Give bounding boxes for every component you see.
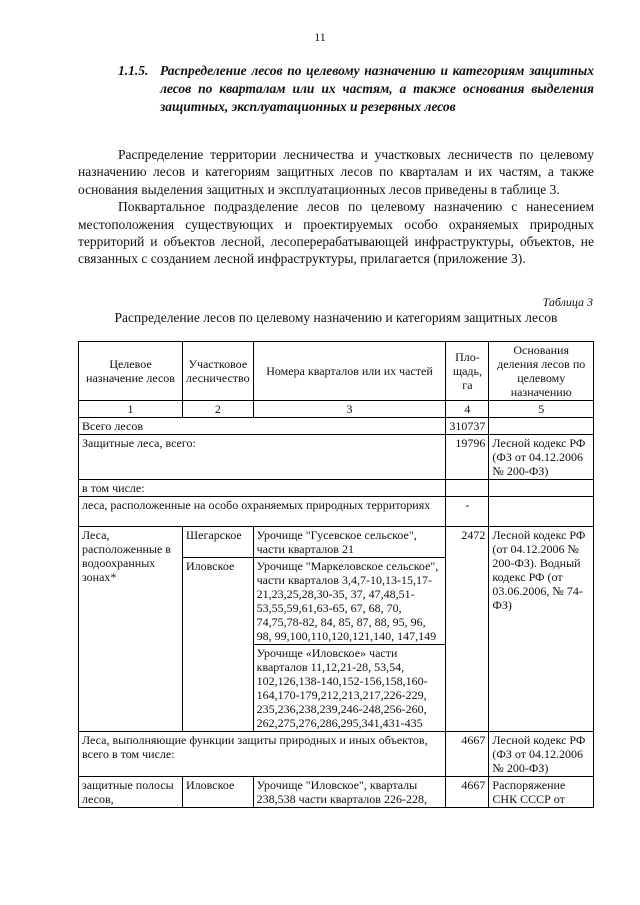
table-row <box>79 777 594 808</box>
row-label-protective: Защитные леса, всего: <box>79 435 446 480</box>
row-quarters-ilovskoe: Урочище «Иловское» части кварталов 11,12,21-28, 53,54, 102,126,138-140,152-156,158,160-164,170-179,212,213,217,226-229, 235,236,238,239,246-248,256-260, 262,275,276,286,295,341,431-435 <box>253 645 446 732</box>
row-area-strips: 4667 <box>446 777 489 808</box>
row-quarters-markelovskoe: Урочище "Маркеловское сельское", части кварталов 3,4,7-10,13-15,17-21,23,25,28,30-35, 37, 47,48,51-53,55,59,61,63-65, 67, 68, 70, 74,75,78-82, 84, 85, 87, 88, 95, 96, 98, 99,100,110,120,121,140, 147,149 <box>253 558 446 645</box>
table-number: Таблица 3 <box>542 295 593 309</box>
table-header-row <box>79 342 594 401</box>
page-number: 11 <box>314 30 326 44</box>
table-row <box>79 418 594 435</box>
col-number: 4 <box>446 401 489 418</box>
header-purpose: Целевое назначение лесов <box>79 342 183 401</box>
row-area-natural: 4667 <box>446 732 489 777</box>
section-number: 1.1.5. <box>118 63 149 78</box>
row-label-water: Леса, расположенные в водоохранных зонах* <box>79 527 183 732</box>
row-label-total: Всего лесов <box>79 418 446 435</box>
section-heading <box>118 62 594 116</box>
header-basis: Основания деления лесов по целевому назначению <box>489 342 594 401</box>
row-label-natural: Леса, выполняющие функции защиты природных и иных объектов, всего в том числе: <box>79 732 446 777</box>
row-basis-water: Лесной кодекс РФ (от 04.12.2006 № 200-ФЗ). Водный кодекс РФ (от 03.06.2006, № 74-ФЗ) <box>489 527 594 732</box>
table-row <box>79 480 594 497</box>
row-forestry-ilovskoe: Иловское <box>183 558 254 732</box>
table-row <box>79 497 594 527</box>
row-basis-strips: Распоряжение СНК СССР от <box>489 777 594 808</box>
row-area-protective: 19796 <box>446 435 489 480</box>
header-quarters: Номера кварталов или их частей <box>253 342 446 401</box>
body-text <box>78 146 594 268</box>
row-label-oopt: леса, расположенные на особо охраняемых природных территориях <box>79 497 446 527</box>
row-label-including: в том числе: <box>79 480 446 497</box>
section-title: Распределение лесов по целевому назначению и категориям защитных лесов по кварталам или их частям, а также основания выделения защитных, эксплуатационных и резервных лесов <box>160 63 594 114</box>
paragraph-1: Распределение территории лесничества и участковых лесничеств по целевому назначению лесов и категориям защитных лесов по кварталам и их частям, а также основания выделения защитных и эксплуатационных лесов приведены в таблице 3. <box>78 147 594 197</box>
col-number: 3 <box>253 401 446 418</box>
row-forestry-strips: Иловское <box>183 777 254 808</box>
table-title: Распределение лесов по целевому назначению и категориям защитных лесов <box>114 310 558 325</box>
table-row <box>79 527 594 558</box>
row-quarters-gusevskoe: Урочище "Гусевское сельское", части кварталов 21 <box>253 527 446 558</box>
row-basis-protective: Лесной кодекс РФ (ФЗ от 04.12.2006 № 200-ФЗ) <box>489 435 594 480</box>
column-numbers-row <box>79 401 594 418</box>
header-forestry: Участковое лесничество <box>183 342 254 401</box>
forest-distribution-table <box>78 341 594 808</box>
row-area-total: 310737 <box>446 418 489 435</box>
row-basis-natural: Лесной кодекс РФ (ФЗ от 04.12.2006 № 200-ФЗ) <box>489 732 594 777</box>
row-quarters-strips: Урочище "Иловское", кварталы 238,538 части кварталов 226-228, <box>253 777 446 808</box>
col-number: 2 <box>183 401 254 418</box>
paragraph-2: Поквартальное подразделение лесов по целевому назначению с нанесением местоположения существующих и проектируемых особо охраняемых природных территорий и объектов лесной, лесоперерабатывающей инфраструктуры, объектов, не связанных с созданием лесной инфраструктуры, прилагается (приложение 3). <box>78 199 594 267</box>
table-row <box>79 435 594 480</box>
col-number: 1 <box>79 401 183 418</box>
col-number: 5 <box>489 401 594 418</box>
header-area: Пло-щадь, га <box>446 342 489 401</box>
row-forestry-shegarskoe: Шегарское <box>183 527 254 558</box>
table-row <box>79 732 594 777</box>
row-label-strips: защитные полосы лесов, <box>79 777 183 808</box>
row-area-oopt: - <box>446 497 489 527</box>
row-area-water: 2472 <box>446 527 489 732</box>
